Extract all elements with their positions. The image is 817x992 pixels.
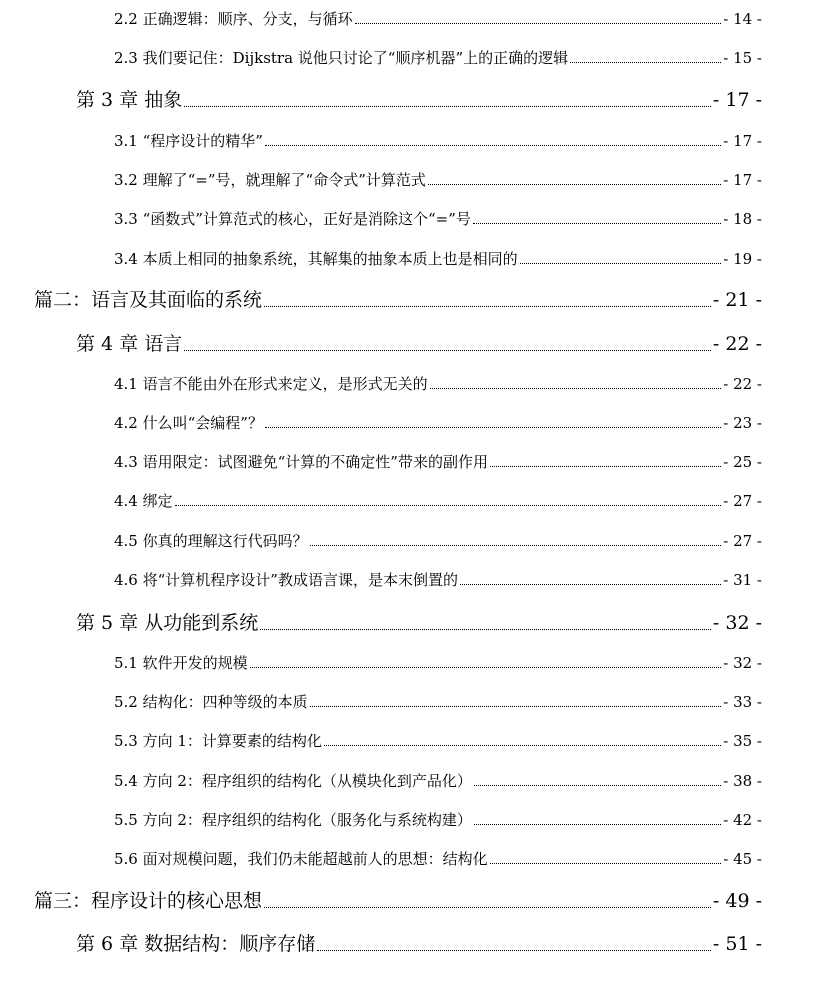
dot-leader [264, 306, 711, 307]
dot-leader [430, 388, 722, 389]
toc-entry-title: 4.3 语用限定：试图避免“计算的不确定性”带来的副作用 [114, 453, 488, 471]
toc-entry-page: - 21 - [712, 289, 762, 311]
toc-entry-page: - 25 - [723, 453, 762, 471]
dot-leader [570, 62, 721, 63]
dot-leader [473, 223, 721, 224]
toc-entry [114, 416, 762, 431]
dot-leader [474, 785, 721, 786]
toc-entry-page: - 17 - [723, 171, 762, 189]
toc-entry [114, 212, 762, 227]
dot-leader [264, 907, 711, 908]
toc-entry-title: 3.2 理解了“=”号，就理解了“命令式”计算范式 [114, 171, 426, 189]
toc-entry-page: - 35 - [723, 732, 762, 750]
toc-entry-page: - 42 - [723, 811, 762, 829]
toc-entry [114, 534, 762, 549]
toc-entry-title: 第 6 章 数据结构：顺序存储 [76, 933, 316, 955]
dot-leader [460, 584, 721, 585]
dot-leader [184, 350, 711, 351]
toc-entry [114, 455, 762, 470]
toc-entry-page: - 49 - [712, 890, 762, 912]
toc-entry [114, 494, 762, 509]
toc-entry-page: - 19 - [723, 250, 762, 268]
dot-leader [355, 23, 722, 24]
toc-entry-title: 5.2 结构化：四种等级的本质 [114, 693, 308, 711]
toc-entry [114, 774, 762, 789]
toc-entry [76, 335, 762, 354]
toc-entry-page: - 27 - [723, 492, 762, 510]
toc-entry-page: - 32 - [712, 612, 762, 634]
toc-entry-page: - 15 - [723, 49, 762, 67]
toc-entry-title: 篇二：语言及其面临的系统 [34, 289, 263, 311]
dot-leader [490, 466, 721, 467]
toc-entry-page: - 22 - [712, 333, 762, 355]
toc-entry-page: - 32 - [723, 654, 762, 672]
toc-entry-page: - 27 - [723, 532, 762, 550]
toc-entry-title: 第 4 章 语言 [76, 333, 183, 355]
toc-entry [114, 12, 762, 27]
toc-entry-title: 5.3 方向 1：计算要素的结构化 [114, 732, 322, 750]
toc-entry [114, 377, 762, 392]
dot-leader [310, 706, 722, 707]
toc-entry-title: 2.3 我们要记住：Dijkstra 说他只讨论了“顺序机器”上的正确的逻辑 [114, 49, 569, 67]
toc-entry-page: - 18 - [723, 210, 762, 228]
toc-entry [114, 173, 762, 188]
dot-leader [490, 863, 722, 864]
dot-leader [265, 145, 721, 146]
dot-leader [428, 184, 721, 185]
toc-entry-title: 5.1 软件开发的规模 [114, 654, 248, 672]
toc-entry [114, 734, 762, 749]
toc-entry [114, 852, 762, 867]
toc-entry [114, 695, 762, 710]
toc-entry-page: - 33 - [723, 693, 762, 711]
dot-leader [310, 545, 722, 546]
toc-entry-page: - 31 - [723, 571, 762, 589]
dot-leader [324, 745, 721, 746]
toc-entry-title: 2.2 正确逻辑：顺序、分支，与循环 [114, 10, 353, 28]
toc-entry [114, 51, 762, 66]
toc-entry-title: 篇三：程序设计的核心思想 [34, 890, 263, 912]
toc-entry [76, 935, 762, 954]
toc-entry-title: 4.6 将“计算机程序设计”教成语言课，是本末倒置的 [114, 571, 458, 589]
toc-entry [114, 573, 762, 588]
toc-entry-title: 5.4 方向 2：程序组织的结构化（从模块化到产品化） [114, 772, 472, 790]
toc-entry [76, 614, 762, 633]
dot-leader [260, 629, 711, 630]
toc-entry [114, 252, 762, 267]
toc-entry [76, 91, 762, 110]
toc-entry [114, 134, 762, 149]
toc-entry-page: - 14 - [723, 10, 762, 28]
toc-entry [34, 291, 762, 310]
dot-leader [520, 263, 722, 264]
toc-entry-page: - 45 - [723, 850, 762, 868]
toc-entry-page: - 17 - [723, 132, 762, 150]
toc-entry-title: 5.5 方向 2：程序组织的结构化（服务化与系统构建） [114, 811, 472, 829]
toc-entry [34, 892, 762, 911]
toc-entry-page: - 38 - [723, 772, 762, 790]
dot-leader [317, 950, 711, 951]
dot-leader [175, 505, 722, 506]
toc-entry-title: 3.3 “函数式”计算范式的核心，正好是消除这个“=”号 [114, 210, 471, 228]
toc-entry-title: 5.6 面对规模问题，我们仍未能超越前人的思想：结构化 [114, 850, 488, 868]
toc-entry-title: 4.2 什么叫“会编程”？ [114, 414, 263, 432]
toc-entry-page: - 51 - [712, 933, 762, 955]
dot-leader [474, 824, 721, 825]
dot-leader [265, 427, 721, 428]
toc-entry-title: 第 3 章 抽象 [76, 89, 183, 111]
toc-entry [114, 813, 762, 828]
toc-entry-title: 3.4 本质上相同的抽象系统，其解集的抽象本质上也是相同的 [114, 250, 518, 268]
toc-entry-title: 4.5 你真的理解这行代码吗？ [114, 532, 308, 550]
toc-entry [114, 656, 762, 671]
toc-entry-page: - 17 - [712, 89, 762, 111]
dot-leader [250, 667, 722, 668]
toc-entry-title: 第 5 章 从功能到系统 [76, 612, 259, 634]
toc-entry-title: 4.1 语言不能由外在形式来定义，是形式无关的 [114, 375, 428, 393]
toc-entry-title: 4.4 绑定 [114, 492, 173, 510]
toc-entry-title: 3.1 “程序设计的精华” [114, 132, 263, 150]
dot-leader [184, 106, 711, 107]
toc-entry-page: - 23 - [723, 414, 762, 432]
toc-entry-page: - 22 - [723, 375, 762, 393]
